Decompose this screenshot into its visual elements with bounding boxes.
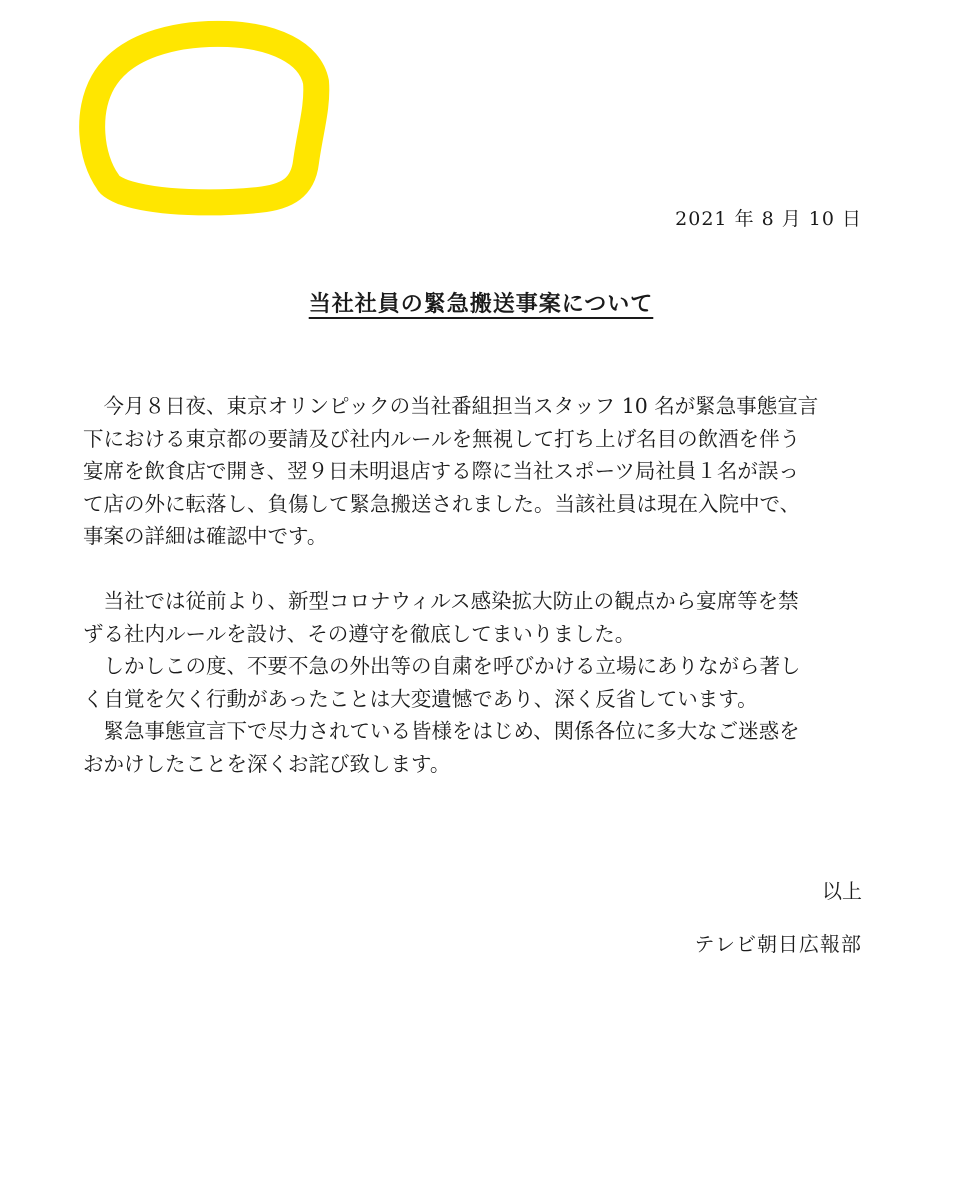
body-line: おかけしたことを深くお詫び致します。: [83, 751, 451, 776]
body-line: しかしこの度、不要不急の外出等の自粛を呼びかける立場にありながら著し: [83, 654, 801, 678]
document-body: [83, 390, 863, 780]
paragraph-apology: [83, 585, 863, 780]
body-line: く自覚を欠く行動があったことは大変遺憾であり、深く反省しています。: [83, 686, 758, 711]
issuer-signature: テレビ朝日広報部: [694, 932, 862, 956]
body-line: 緊急事態宣言下で尽力されている皆様をはじめ、関係各位に多大なご迷惑を: [83, 719, 800, 743]
yellow-marker-scribble: [78, 12, 338, 227]
body-line: 下における東京都の要請及び社内ルールを無視して打ち上げ名目の飲酒を伴う: [83, 426, 801, 451]
body-line: 今月８日夜、東京オリンピックの当社番組担当スタッフ 10 名が緊急事態宣言: [83, 394, 819, 418]
body-line: 事案の詳細は確認中です。: [83, 524, 328, 548]
body-line: 当社では従前より、新型コロナウィルス感染拡大防止の観点から宴席等を禁: [83, 589, 799, 613]
document-title: [0, 287, 962, 318]
document-date: 2021 年 8 月 10 日: [675, 208, 862, 230]
body-line: 宴席を飲食店で開き、翌９日未明退店する際に当社スポーツ局社員１名が誤っ: [83, 459, 799, 483]
paragraph-incident: [83, 390, 863, 553]
title-text: 当社社員の緊急搬送事案について: [308, 292, 654, 317]
body-line: ずる社内ルールを設け、その遵守を徹底してまいりました。: [83, 621, 636, 646]
closing-mark: 以上: [822, 879, 862, 903]
body-line: て店の外に転落し、負傷して緊急搬送されました。当該社員は現在入院中で、: [83, 491, 801, 516]
paragraph-gap: [83, 553, 863, 586]
